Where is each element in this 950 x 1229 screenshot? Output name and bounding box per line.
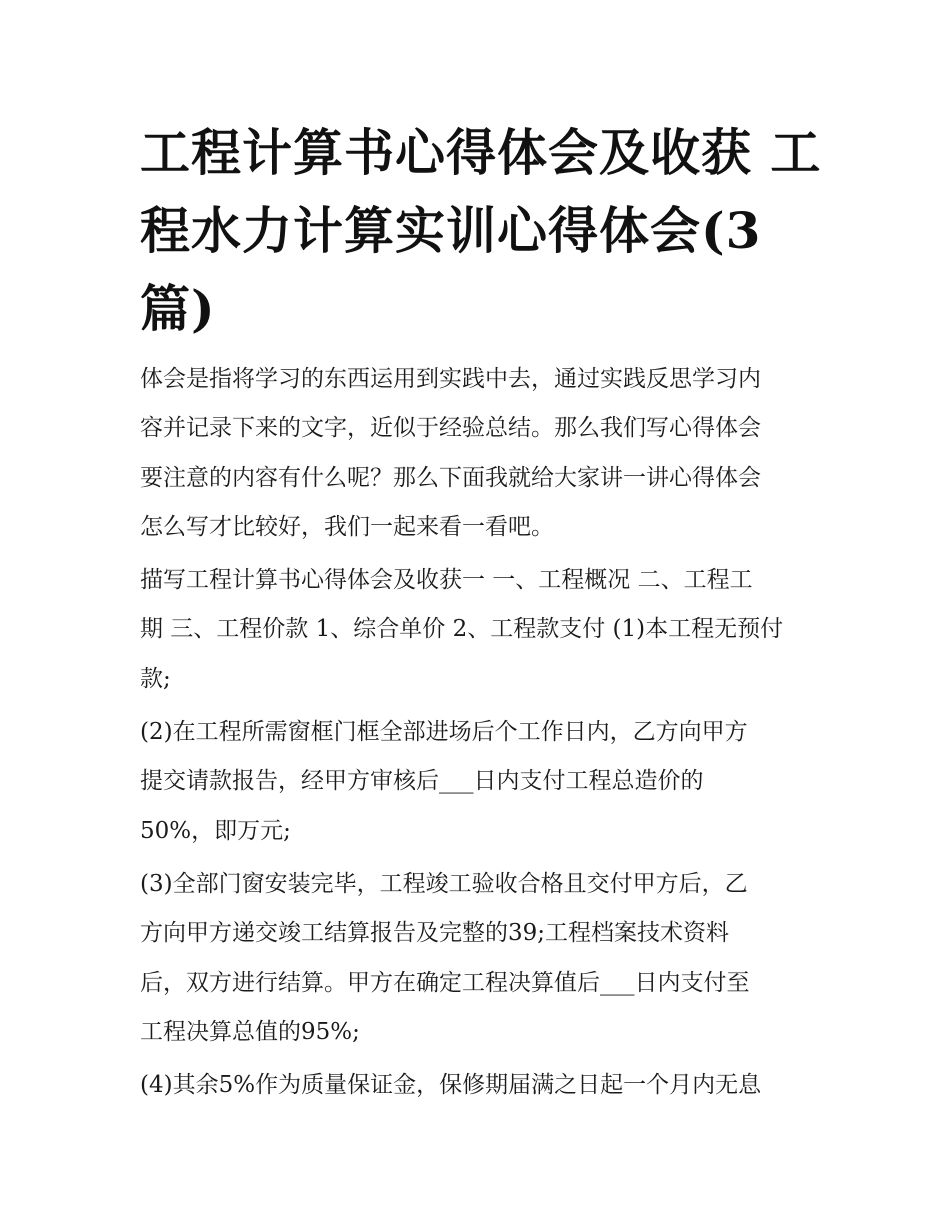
document-title	[140, 114, 820, 348]
intro-paragraph	[140, 355, 820, 552]
section-paragraph	[140, 556, 820, 704]
text-line: 提交请款报告，经甲方审核后___日内支付工程总造价的	[140, 768, 704, 795]
title-line: 篇)	[140, 279, 216, 338]
payment-clause-3	[140, 860, 820, 1057]
title-line: 工程计算书心得体会及收获 工	[140, 123, 822, 182]
text-line: (4)其余5%作为质量保证金，保修期届满之日起一个月内无息	[140, 1072, 762, 1099]
text-line: 款;	[140, 665, 171, 692]
text-line: 描写工程计算书心得体会及收获一 一、工程概况 二、工程工	[140, 567, 753, 594]
text-line: 50%，即万元;	[140, 817, 291, 844]
text-line: (2)在工程所需窗框门框全部进场后个工作日内，乙方向甲方	[140, 719, 748, 746]
text-line: 方向甲方递交竣工结算报告及完整的39;工程档案技术资料	[140, 920, 730, 947]
text-line: 后，双方进行结算。甲方在确定工程决算值后___日内支付至	[140, 969, 750, 996]
text-line: 怎么写才比较好，我们一起来看一看吧。	[140, 513, 554, 540]
document-body	[140, 355, 820, 1114]
text-line: 要注意的内容有什么呢？那么下面我就给大家讲一讲心得体会	[140, 464, 761, 491]
title-line: 程水力计算实训心得体会(3	[140, 201, 762, 260]
text-line: 体会是指将学习的东西运用到实践中去，通过实践反思学习内	[140, 366, 761, 392]
payment-clause-4	[140, 1061, 820, 1110]
text-line: 期 三、工程价款 1、综合单价 2、工程款支付 (1)本工程无预付	[140, 616, 784, 643]
text-line: (3)全部门窗安装完毕，工程竣工验收合格且交付甲方后，乙	[140, 870, 748, 897]
text-line: 工程决算总值的95%;	[140, 1018, 360, 1045]
text-line: 容并记录下来的文字，近似于经验总结。那么我们写心得体会	[140, 415, 761, 442]
payment-clause-2	[140, 708, 820, 856]
